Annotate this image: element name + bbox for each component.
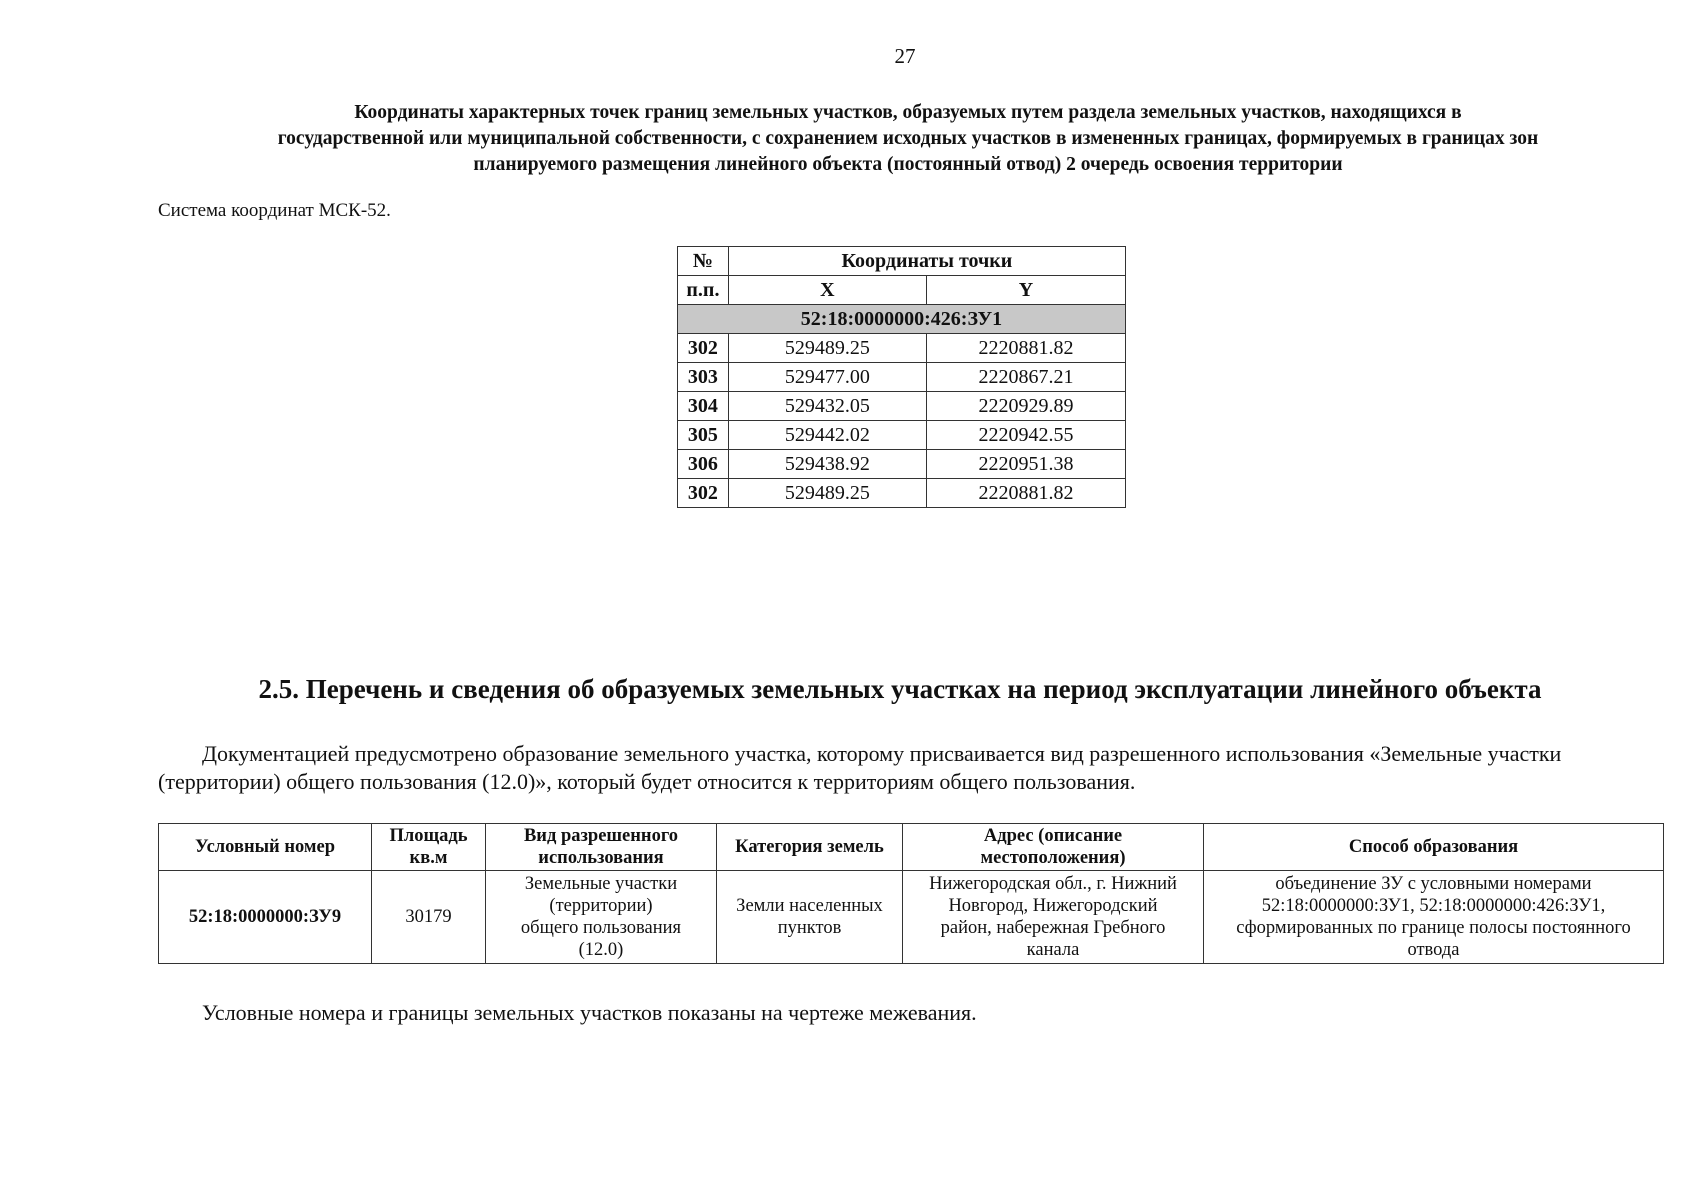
heading-line: государственной или муниципальной собственности, с сохранением исходных участков в измененных границах, формируемых в границах зон: [277, 128, 1539, 149]
table-row: [678, 421, 1126, 450]
point-y: 2220942.55: [926, 421, 1125, 450]
point-y: 2220881.82: [926, 334, 1125, 363]
point-x: 529489.25: [728, 334, 926, 363]
point-number: 302: [678, 334, 729, 363]
address-cell: [903, 871, 1204, 964]
area-cell: 30179: [372, 871, 486, 964]
header-land-category: Категория земель: [717, 824, 903, 871]
coordinate-system-label: Система координат МСК-52.: [158, 200, 391, 221]
point-y: 2220951.38: [926, 450, 1125, 479]
heading-line: Координаты характерных точек границ земельных участков, образуемых путем раздела земельных участков, находящихся в: [354, 102, 1462, 123]
point-number: 306: [678, 450, 729, 479]
header-permitted-use-line: использования: [538, 848, 664, 868]
header-coordinates: Координаты точки: [728, 247, 1125, 276]
permitted-use-cell: [486, 871, 717, 964]
point-y: 2220881.82: [926, 479, 1125, 508]
coordinates-header-row: [678, 247, 1126, 276]
paragraph-text: Документацией предусмотрено образование земельного участка, которому присваивается вид разрешенного использования «Земельные участки (территории) общего пользования (12.0)», который будет относится к территориям общего пользования.: [158, 741, 1562, 794]
coordinates-subheader-row: [678, 276, 1126, 305]
heading-line: планируемого размещения линейного объекта (постоянный отвод) 2 очередь освоения территории: [473, 154, 1343, 175]
cell-line: Земельные участки: [524, 874, 678, 894]
land-category-cell: [717, 871, 903, 964]
parcels-header-row: [159, 824, 1664, 871]
cell-line: 52:18:0000000:ЗУ1, 52:18:0000000:426:ЗУ1,: [1261, 896, 1606, 916]
header-conditional-number: Условный номер: [159, 824, 372, 871]
point-number: 305: [678, 421, 729, 450]
section-paragraph: [158, 740, 1638, 796]
table-row: [678, 392, 1126, 421]
point-y: 2220929.89: [926, 392, 1125, 421]
cell-line: отвода: [1407, 940, 1460, 960]
header-number-top: №: [678, 247, 729, 276]
table-row: [678, 334, 1126, 363]
header-permitted-use-line: Вид разрешенного: [523, 826, 679, 846]
cell-line: район, набережная Гребного: [940, 918, 1166, 938]
cell-line: канала: [1026, 940, 1080, 960]
parcel-id-row: [678, 305, 1126, 334]
table-row: [678, 363, 1126, 392]
header-x: X: [728, 276, 926, 305]
table-row: [678, 450, 1126, 479]
header-formation-method: Способ образования: [1204, 824, 1664, 871]
header-number-bottom: п.п.: [678, 276, 729, 305]
point-number: 304: [678, 392, 729, 421]
parcels-table: [158, 823, 1664, 964]
header-area: [372, 824, 486, 871]
header-y: Y: [926, 276, 1125, 305]
section-title: 2.5. Перечень и сведения об образуемых земельных участках на период эксплуатации линейного объекта: [258, 674, 1542, 704]
point-x: 529477.00: [728, 363, 926, 392]
cell-line: (12.0): [578, 940, 624, 960]
cell-line: пунктов: [777, 918, 842, 938]
table-row: [678, 479, 1126, 508]
point-number: 302: [678, 479, 729, 508]
point-x: 529438.92: [728, 450, 926, 479]
header-permitted-use: [486, 824, 717, 871]
cell-line: Новгород, Нижегородский: [948, 896, 1158, 916]
point-x: 529489.25: [728, 479, 926, 508]
cell-line: сформированных по границе полосы постоянного: [1236, 918, 1631, 938]
point-x: 529432.05: [728, 392, 926, 421]
cell-line: общего пользования: [520, 918, 682, 938]
cell-line: объединение ЗУ с условными номерами: [1275, 874, 1592, 894]
parcel-id: 52:18:0000000:426:ЗУ1: [678, 305, 1126, 334]
conditional-number-cell: 52:18:0000000:ЗУ9: [159, 871, 372, 964]
point-number: 303: [678, 363, 729, 392]
footer-note: Условные номера и границы земельных участков показаны на чертеже межевания.: [202, 1000, 977, 1025]
cell-line: Нижегородская обл., г. Нижний: [929, 874, 1177, 894]
header-address-line: местоположения): [980, 848, 1126, 868]
point-y: 2220867.21: [926, 363, 1125, 392]
header-area-line: кв.м: [409, 848, 448, 868]
cell-line: (территории): [549, 896, 653, 916]
formation-method-cell: [1204, 871, 1664, 964]
coordinates-table: [677, 246, 1126, 508]
point-x: 529442.02: [728, 421, 926, 450]
cell-line: Земли населенных: [736, 896, 883, 916]
table-row: [159, 871, 1664, 964]
header-area-line: Площадь: [389, 826, 468, 846]
header-address-line: Адрес (описание: [983, 826, 1123, 846]
page-number: 27: [894, 44, 916, 68]
header-address: [903, 824, 1204, 871]
coordinates-heading: [158, 100, 1658, 178]
